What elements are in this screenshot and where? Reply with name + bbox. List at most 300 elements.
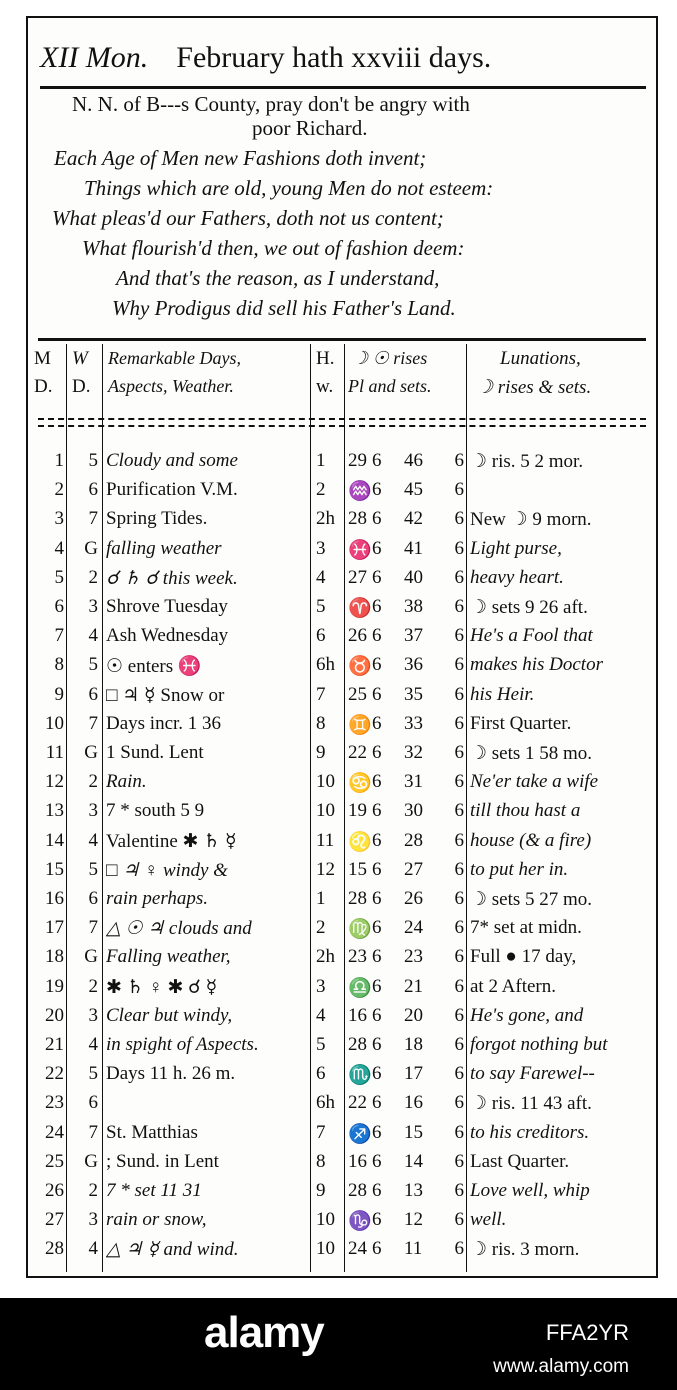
moon-place: 25 <box>348 683 367 705</box>
day-of-week: 5 <box>88 450 98 471</box>
high-water: 5 <box>316 1034 326 1055</box>
day-of-month: 1 <box>54 450 64 471</box>
sun-set-hour: 6 <box>454 537 464 559</box>
sun-rise-hour: 6 <box>372 508 382 530</box>
table-row <box>28 1178 656 1207</box>
remarkable-days: Rain. <box>106 771 147 793</box>
table-row <box>28 886 656 915</box>
remarkable-days: Shrove Tuesday <box>106 596 228 617</box>
day-of-month: 11 <box>45 742 64 763</box>
day-of-month: 12 <box>45 771 64 793</box>
col-wd-2: D. <box>72 376 91 397</box>
sun-set-hour: 6 <box>454 975 464 997</box>
high-water: 3 <box>316 537 326 559</box>
moon-place: 27 <box>348 566 367 588</box>
lunation-note: his Heir. <box>470 683 535 705</box>
lunation-note: heavy heart. <box>470 566 564 588</box>
day-of-month: 13 <box>45 800 64 822</box>
verse-line: poor Richard. <box>252 116 368 140</box>
table-row <box>28 1032 656 1061</box>
moon-place: ♌ <box>348 831 372 853</box>
sun-set-hour: 6 <box>454 1209 464 1231</box>
remarkable-days: Purification V.M. <box>106 479 238 501</box>
high-water: 12 <box>316 858 335 880</box>
sun-rise-hour: 6 <box>372 1150 382 1172</box>
day-of-week: 6 <box>88 888 98 909</box>
day-of-month: 26 <box>45 1180 64 1201</box>
lunation-note: 7* set at midn. <box>470 917 582 939</box>
day-of-month: 3 <box>54 508 64 530</box>
lunation-note: well. <box>470 1209 507 1231</box>
sun-rise-hour: 6 <box>372 596 382 617</box>
table-row <box>28 506 656 535</box>
column-headers <box>28 344 656 424</box>
day-of-week: 3 <box>88 1004 98 1026</box>
sun-set-hour: 6 <box>454 1063 464 1085</box>
table-row <box>28 1236 656 1265</box>
sun-rise-hour: 6 <box>372 450 382 471</box>
moon-place: ♈ <box>348 598 372 619</box>
table-row <box>28 477 656 506</box>
verse-line: What flourish'd then, we out of fashion deem: <box>82 236 465 260</box>
moon-place: ♏ <box>348 1065 372 1087</box>
day-of-week: 7 <box>88 1121 98 1143</box>
high-water: 9 <box>316 1180 326 1201</box>
high-water: 2 <box>316 479 326 501</box>
day-of-week: 6 <box>88 1092 98 1114</box>
remarkable-days: ; Sund. in Lent <box>106 1150 219 1172</box>
sun-minutes: 24 <box>404 917 423 939</box>
sun-minutes: 35 <box>404 683 423 705</box>
day-of-month: 16 <box>45 888 64 909</box>
moon-place: ♓ <box>348 539 372 561</box>
high-water: 7 <box>316 1121 326 1143</box>
almanac-page <box>26 16 658 1278</box>
sun-minutes: 40 <box>404 566 423 588</box>
sun-set-hour: 6 <box>454 479 464 501</box>
remarkable-days: ☌ ♄ ☌ this week. <box>106 567 238 589</box>
day-of-month: 14 <box>45 829 64 851</box>
day-of-week: G <box>84 742 98 763</box>
high-water: 4 <box>316 566 326 588</box>
table-row <box>28 915 656 944</box>
month-label: XII Mon. <box>40 41 149 74</box>
col-rem-1: Remarkable Days, <box>108 348 241 368</box>
moon-place: ♉ <box>348 656 372 678</box>
day-of-week: 5 <box>88 654 98 676</box>
moon-place: 22 <box>348 1092 367 1114</box>
verse-line: Things which are old, young Men do not esteem: <box>84 176 494 200</box>
high-water: 10 <box>316 1238 335 1260</box>
sun-minutes: 41 <box>404 537 423 559</box>
moon-place: 16 <box>348 1150 367 1172</box>
sun-rise-hour: 6 <box>372 712 382 734</box>
high-water: 1 <box>316 450 326 471</box>
image-code: FFA2YR <box>545 1320 629 1345</box>
remarkable-days: □ ♃ ♀ windy & <box>106 859 228 881</box>
remarkable-days: ☉ enters ♓ <box>106 656 202 678</box>
alamy-logo: alamy <box>204 1308 324 1357</box>
table-row <box>28 1003 656 1032</box>
sun-rise-hour: 6 <box>372 888 382 909</box>
table-row <box>28 711 656 740</box>
day-of-week: 4 <box>88 625 98 647</box>
moon-place: 28 <box>348 888 367 909</box>
sun-minutes: 20 <box>404 1004 423 1026</box>
table-row <box>28 1061 656 1090</box>
day-of-week: G <box>84 1150 98 1172</box>
moon-place: 28 <box>348 1180 367 1201</box>
table-row <box>28 740 656 769</box>
day-of-month: 22 <box>45 1063 64 1085</box>
month-header <box>40 30 646 89</box>
col-hw-1: H. <box>316 348 335 369</box>
verse-line: And that's the reason, as I understand, <box>116 266 440 290</box>
sun-rise-hour: 6 <box>372 829 382 851</box>
lunation-note: at 2 Aftern. <box>470 975 557 997</box>
sun-minutes: 11 <box>404 1238 423 1260</box>
moon-place: 19 <box>348 800 367 822</box>
sun-set-hour: 6 <box>454 450 464 471</box>
moon-place: ♐ <box>348 1123 372 1145</box>
col-lun-2: ☽ rises & sets. <box>476 377 592 398</box>
high-water: 3 <box>316 975 326 997</box>
high-water: 7 <box>316 683 326 705</box>
day-of-month: 17 <box>45 917 64 939</box>
high-water: 8 <box>316 1150 326 1172</box>
high-water: 6 <box>316 625 326 647</box>
day-of-week: 3 <box>88 1209 98 1231</box>
day-of-month: 20 <box>45 1004 64 1026</box>
lunation-note: ☽ ris. 11 43 aft. <box>470 1093 592 1115</box>
sun-set-hour: 6 <box>454 566 464 588</box>
moon-place: ♑ <box>348 1211 372 1233</box>
sun-minutes: 45 <box>404 479 423 501</box>
lunation-note: ☽ sets 9 26 aft. <box>470 597 588 618</box>
remarkable-days: Days incr. 1 36 <box>106 712 222 734</box>
sun-set-hour: 6 <box>454 858 464 880</box>
sun-set-hour: 6 <box>454 917 464 939</box>
day-of-week: 6 <box>88 683 98 705</box>
sun-minutes: 46 <box>404 450 423 471</box>
table-row <box>28 565 656 594</box>
high-water: 10 <box>316 1209 335 1231</box>
lunation-note: ☽ ris. 5 2 mor. <box>470 451 584 472</box>
table-row <box>28 944 656 973</box>
high-water: 6 <box>316 1063 326 1085</box>
high-water: 6h <box>316 1092 335 1114</box>
day-of-week: 2 <box>88 566 98 588</box>
lunation-note: Love well, whip <box>470 1180 590 1201</box>
moon-place: 22 <box>348 742 367 763</box>
sun-set-hour: 6 <box>454 508 464 530</box>
high-water: 9 <box>316 742 326 763</box>
verse-line: N. N. of B---s County, pray don't be angry with <box>72 92 470 116</box>
moon-place: 16 <box>348 1004 367 1026</box>
table-row <box>28 448 656 477</box>
day-of-month: 6 <box>54 596 64 617</box>
lunation-note: Ne'er take a wife <box>470 771 599 793</box>
sun-rise-hour: 6 <box>372 1004 382 1026</box>
verse-line: Why Prodigus did sell his Father's Land. <box>112 296 456 320</box>
lunation-note: Last Quarter. <box>470 1150 570 1172</box>
lunation-note: till thou hast a <box>470 800 581 822</box>
day-of-week: 4 <box>88 1238 98 1260</box>
sun-minutes: 13 <box>404 1180 423 1201</box>
moon-place: 28 <box>348 1034 367 1055</box>
lunation-note: He's gone, and <box>470 1004 584 1026</box>
sun-minutes: 30 <box>404 800 423 822</box>
remarkable-days: Clear but windy, <box>106 1004 233 1026</box>
high-water: 5 <box>316 596 326 617</box>
table-row <box>28 1090 656 1119</box>
remarkable-days: Valentine ✱ ♄ ☿ <box>106 830 237 852</box>
sun-rise-hour: 6 <box>372 946 382 968</box>
high-water: 2h <box>316 946 335 968</box>
day-of-week: 5 <box>88 858 98 880</box>
sun-set-hour: 6 <box>454 712 464 734</box>
col-moon-2: Pl and sets. <box>348 376 432 396</box>
col-wd-1: W <box>72 348 88 369</box>
day-of-week: 7 <box>88 712 98 734</box>
day-of-week: 4 <box>88 1034 98 1055</box>
day-of-week: G <box>84 537 98 559</box>
sun-minutes: 31 <box>404 771 423 793</box>
lunation-note: ☽ ris. 3 morn. <box>470 1239 580 1261</box>
high-water: 2 <box>316 917 326 939</box>
table-row <box>28 623 656 652</box>
table-row <box>28 1149 656 1178</box>
sun-set-hour: 6 <box>454 654 464 676</box>
day-of-month: 23 <box>45 1092 64 1114</box>
day-of-month: 24 <box>45 1121 64 1143</box>
day-of-week: G <box>84 946 98 968</box>
remarkable-days: in spight of Aspects. <box>106 1034 259 1055</box>
sun-minutes: 38 <box>404 596 423 617</box>
sun-rise-hour: 6 <box>372 917 382 939</box>
table-row <box>28 594 656 623</box>
sun-minutes: 37 <box>404 625 423 647</box>
sun-rise-hour: 6 <box>372 1209 382 1231</box>
high-water: 8 <box>316 712 326 734</box>
lunation-note: New ☽ 9 morn. <box>470 509 592 531</box>
sun-minutes: 17 <box>404 1063 423 1085</box>
sun-minutes: 36 <box>404 654 423 676</box>
remarkable-days: falling weather <box>106 537 222 559</box>
remarkable-days: 7 * south 5 9 <box>106 800 205 822</box>
table-row <box>28 769 656 798</box>
day-of-week: 6 <box>88 479 98 501</box>
remarkable-days: Spring Tides. <box>106 508 208 530</box>
day-of-week: 2 <box>88 771 98 793</box>
day-of-month: 21 <box>45 1034 64 1055</box>
lunation-note: ☽ sets 1 58 mo. <box>470 743 593 764</box>
col-md-2: D. <box>34 376 53 397</box>
remarkable-days: Cloudy and some <box>106 450 238 471</box>
remarkable-days: Ash Wednesday <box>106 625 229 647</box>
lunation-note: ☽ sets 5 27 mo. <box>470 889 593 910</box>
table-row <box>28 1207 656 1236</box>
sun-set-hour: 6 <box>454 1238 464 1260</box>
moon-place: 23 <box>348 946 367 968</box>
moon-place: 15 <box>348 858 367 880</box>
lunation-note: makes his Doctor <box>470 654 603 676</box>
sun-minutes: 28 <box>404 829 423 851</box>
moon-place: ♎ <box>348 977 372 999</box>
day-of-month: 28 <box>45 1238 64 1260</box>
day-of-week: 4 <box>88 829 98 851</box>
remarkable-days: rain or snow, <box>106 1209 207 1231</box>
sun-minutes: 33 <box>404 712 423 734</box>
moon-place: 29 <box>348 450 367 471</box>
sun-minutes: 16 <box>404 1092 423 1114</box>
watermark-banner <box>0 1298 677 1390</box>
sun-rise-hour: 6 <box>372 479 382 501</box>
sun-set-hour: 6 <box>454 771 464 793</box>
table-row <box>28 536 656 565</box>
high-water: 10 <box>316 771 335 793</box>
col-rem-2: Aspects, Weather. <box>108 376 234 396</box>
sun-rise-hour: 6 <box>372 771 382 793</box>
col-md-1: M <box>34 348 51 369</box>
lunation-note: to say Farewel-- <box>470 1063 595 1085</box>
day-of-month: 7 <box>54 625 64 647</box>
day-of-week: 2 <box>88 975 98 997</box>
lunation-note: Full ● 17 day, <box>470 946 577 968</box>
day-of-month: 9 <box>54 683 64 705</box>
sun-rise-hour: 6 <box>372 1238 382 1260</box>
day-of-week: 2 <box>88 1180 98 1201</box>
day-of-week: 7 <box>88 917 98 939</box>
day-of-month: 5 <box>54 566 64 588</box>
lunation-note: He's a Fool that <box>470 625 593 647</box>
day-of-week: 3 <box>88 800 98 822</box>
sun-minutes: 32 <box>404 742 423 763</box>
day-of-month: 25 <box>45 1150 64 1172</box>
sun-minutes: 42 <box>404 508 423 530</box>
table-row <box>28 682 656 711</box>
sun-set-hour: 6 <box>454 829 464 851</box>
lunation-note: to his creditors. <box>470 1121 590 1143</box>
sun-rise-hour: 6 <box>372 1180 382 1201</box>
day-of-month: 4 <box>54 537 64 559</box>
remarkable-days: 1 Sund. Lent <box>106 742 204 763</box>
col-lun-1: Lunations, <box>500 348 581 369</box>
header-rule-2 <box>38 425 646 427</box>
sun-minutes: 26 <box>404 888 423 909</box>
site-url: www.alamy.com <box>493 1356 629 1377</box>
lunation-note: Light purse, <box>470 537 562 559</box>
sun-rise-hour: 6 <box>372 800 382 822</box>
table-row <box>28 828 656 857</box>
sun-set-hour: 6 <box>454 1092 464 1114</box>
day-of-month: 8 <box>54 654 64 676</box>
sun-rise-hour: 6 <box>372 654 382 676</box>
sun-set-hour: 6 <box>454 625 464 647</box>
sun-minutes: 23 <box>404 946 423 968</box>
sun-minutes: 27 <box>404 858 423 880</box>
sun-rise-hour: 6 <box>372 742 382 763</box>
day-of-month: 27 <box>45 1209 64 1231</box>
remarkable-days: rain perhaps. <box>106 888 209 909</box>
sun-rise-hour: 6 <box>372 683 382 705</box>
day-of-week: 5 <box>88 1063 98 1085</box>
moon-place: 28 <box>348 508 367 530</box>
col-hw-2: w. <box>316 376 334 397</box>
sun-minutes: 18 <box>404 1034 423 1055</box>
day-of-week: 3 <box>88 596 98 617</box>
sun-rise-hour: 6 <box>372 1063 382 1085</box>
high-water: 10 <box>316 800 335 822</box>
day-of-month: 15 <box>45 858 64 880</box>
lunation-note: First Quarter. <box>470 712 572 734</box>
sun-set-hour: 6 <box>454 683 464 705</box>
table-row <box>28 857 656 886</box>
remarkable-days: △ ♃ ☿ and wind. <box>106 1239 239 1261</box>
sun-set-hour: 6 <box>454 800 464 822</box>
sun-minutes: 14 <box>404 1150 423 1172</box>
sun-rise-hour: 6 <box>372 975 382 997</box>
sun-set-hour: 6 <box>454 888 464 909</box>
remarkable-days: □ ♃ ☿ Snow or <box>106 684 225 706</box>
sun-minutes: 21 <box>404 975 423 997</box>
sun-set-hour: 6 <box>454 1004 464 1026</box>
remarkable-days: Days 11 h. 26 m. <box>106 1063 236 1085</box>
remarkable-days: St. Matthias <box>106 1121 198 1143</box>
verse-separator <box>38 338 646 341</box>
moon-place: ♊ <box>348 714 372 736</box>
sun-minutes: 12 <box>404 1209 423 1231</box>
sun-rise-hour: 6 <box>372 625 382 647</box>
high-water: 2h <box>316 508 335 530</box>
moon-place: ♍ <box>348 919 372 941</box>
month-title: February hath xxviii days. <box>176 41 492 74</box>
lunation-note: forgot nothing but <box>470 1034 608 1055</box>
day-of-week: 7 <box>88 508 98 530</box>
header-rule <box>38 418 646 420</box>
sun-set-hour: 6 <box>454 1180 464 1201</box>
sun-rise-hour: 6 <box>372 1034 382 1055</box>
remarkable-days: △ ☉ ♃ clouds and <box>106 918 252 940</box>
day-of-month: 2 <box>54 479 64 501</box>
sun-set-hour: 6 <box>454 596 464 617</box>
high-water: 1 <box>316 888 326 909</box>
table-row <box>28 1120 656 1149</box>
high-water: 4 <box>316 1004 326 1026</box>
sun-rise-hour: 6 <box>372 566 382 588</box>
remarkable-days: ✱ ♄ ♀ ✱ ☌ ☿ <box>106 976 218 998</box>
sun-set-hour: 6 <box>454 1150 464 1172</box>
sun-set-hour: 6 <box>454 946 464 968</box>
verse-line: Each Age of Men new Fashions doth invent; <box>54 146 427 170</box>
table-row <box>28 652 656 681</box>
moon-place: ♒ <box>348 481 372 503</box>
lunation-note: house (& a fire) <box>470 829 592 851</box>
sun-set-hour: 6 <box>454 1121 464 1143</box>
day-of-month: 19 <box>45 975 64 997</box>
col-moon-1: ☽ ☉ rises <box>352 348 428 368</box>
day-of-month: 10 <box>45 712 64 734</box>
day-of-month: 18 <box>45 946 64 968</box>
lunation-note: to put her in. <box>470 858 569 880</box>
remarkable-days: 7 * set 11 31 <box>106 1180 202 1201</box>
sun-rise-hour: 6 <box>372 858 382 880</box>
moon-place: ♋ <box>348 773 372 795</box>
high-water: 11 <box>316 829 335 851</box>
sun-set-hour: 6 <box>454 742 464 763</box>
sun-rise-hour: 6 <box>372 537 382 559</box>
remarkable-days: Falling weather, <box>106 946 231 968</box>
